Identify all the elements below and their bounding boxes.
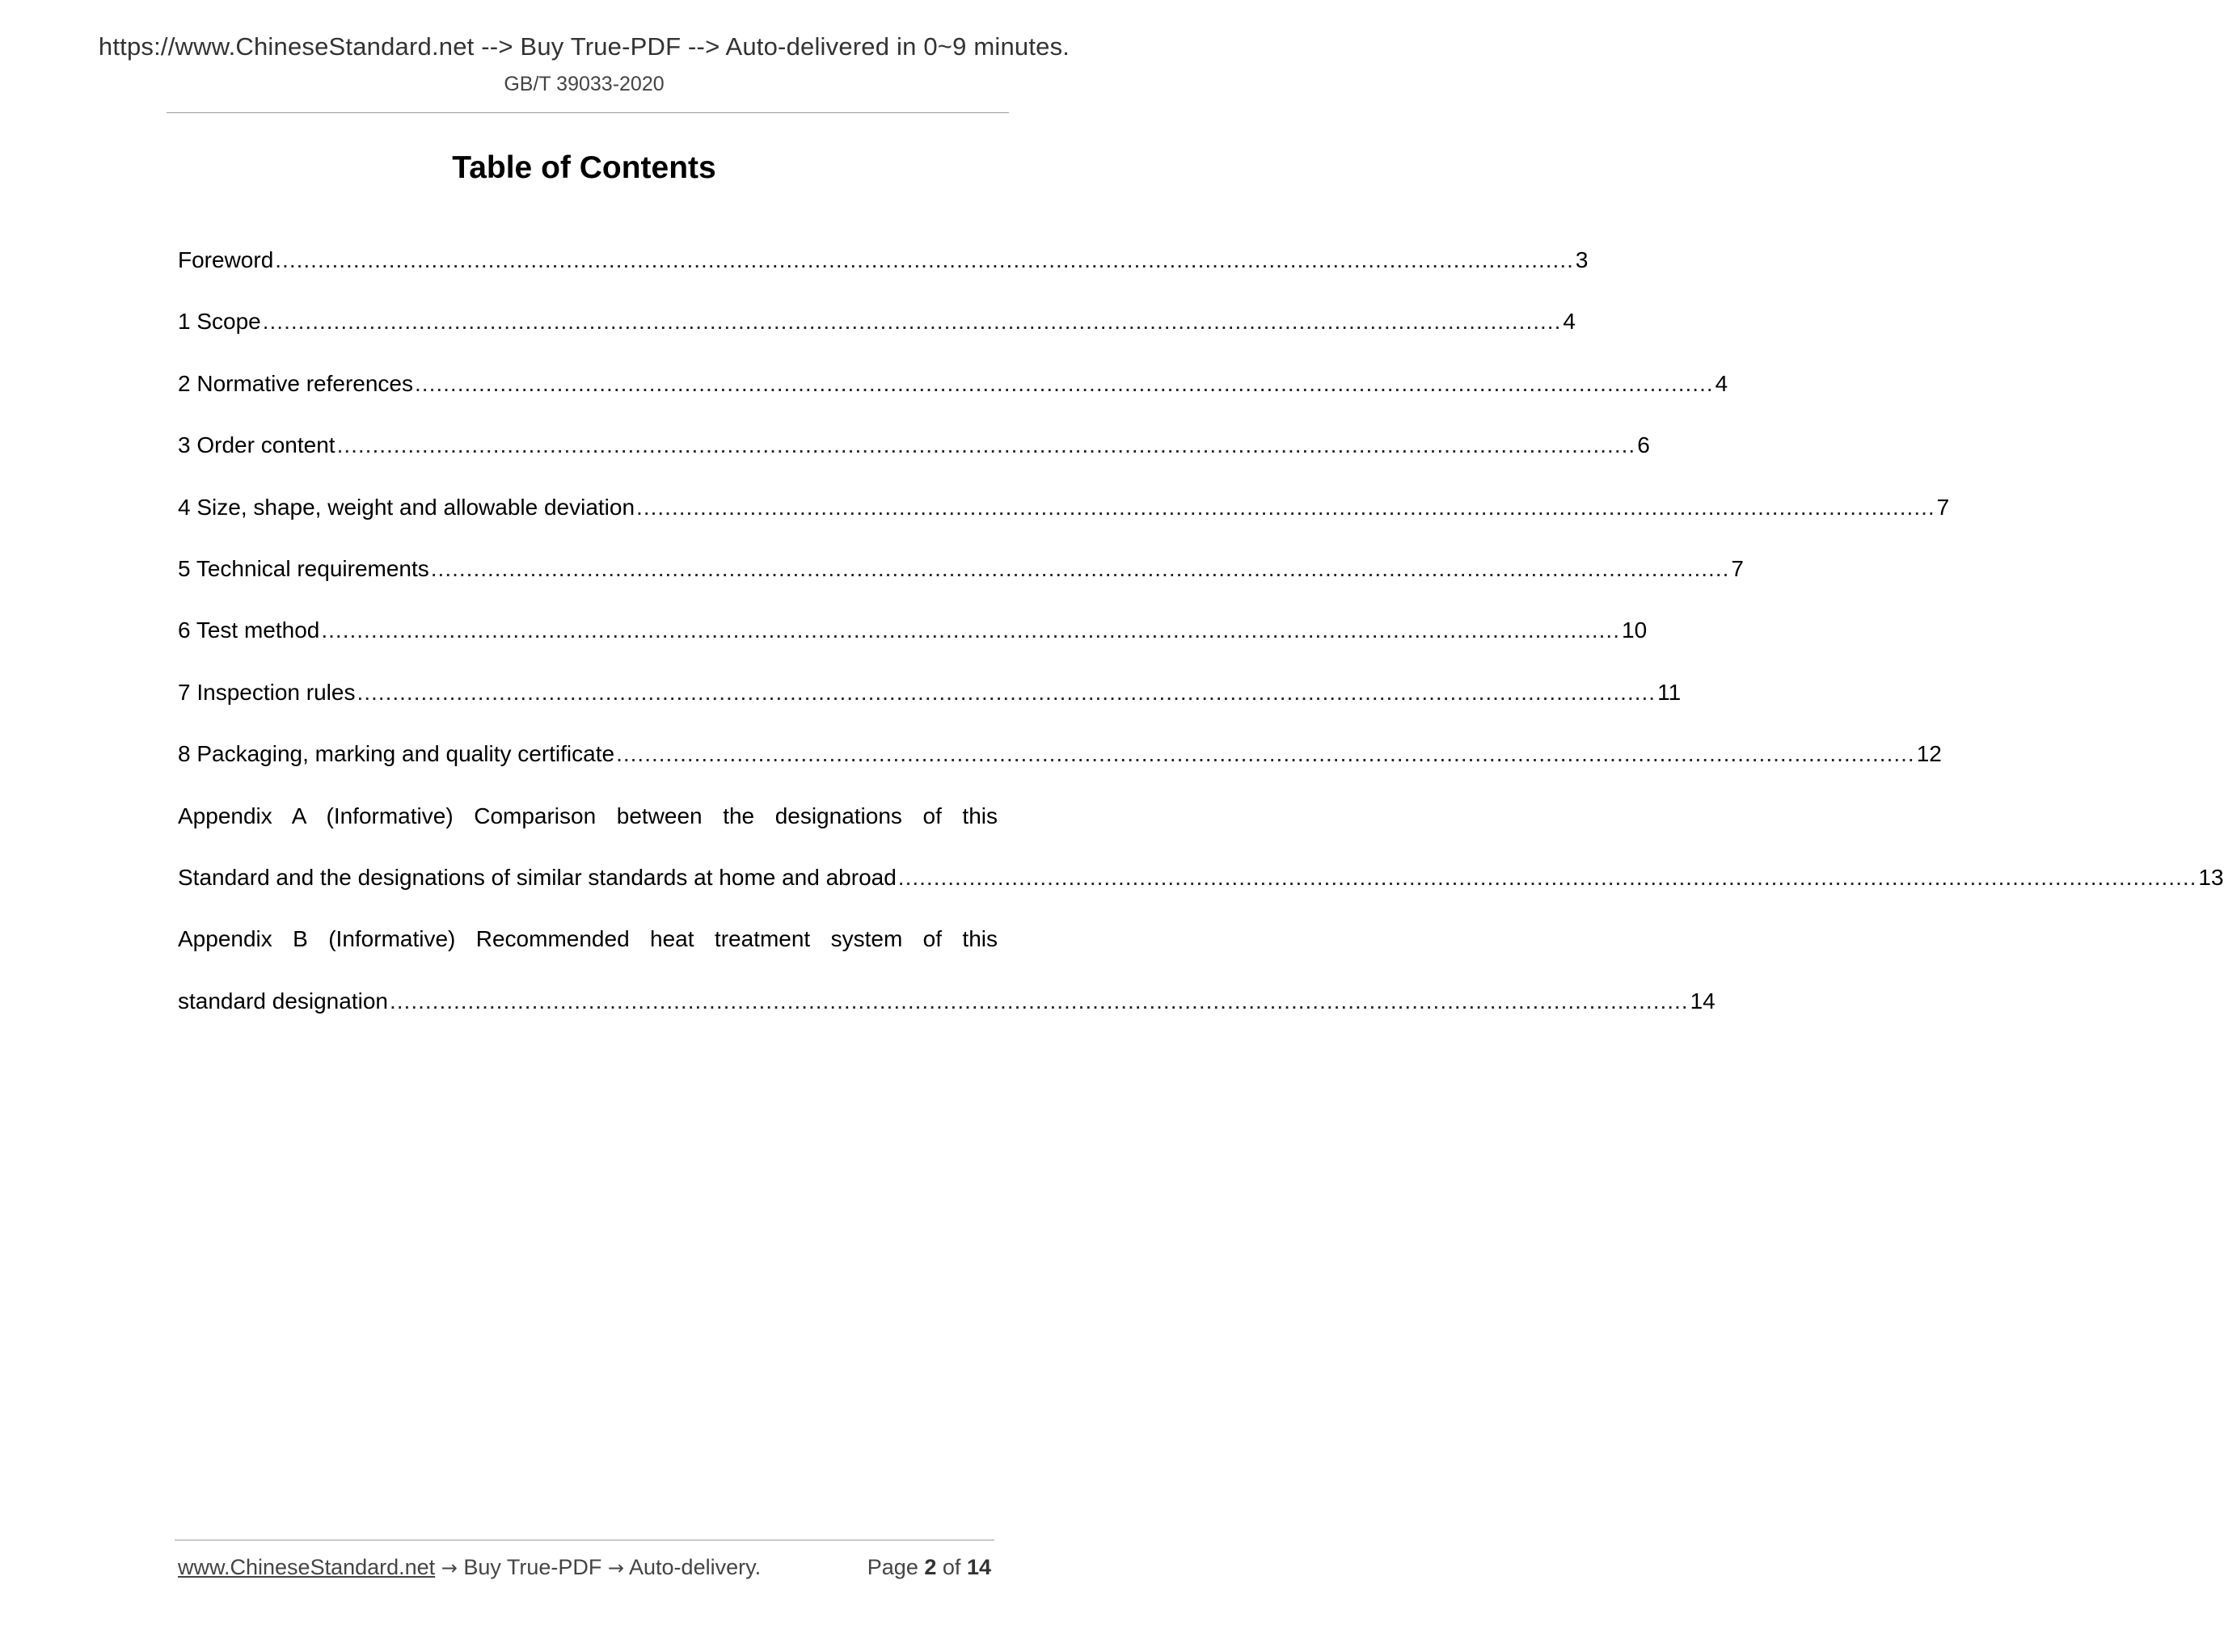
arrow-right-icon: → <box>607 1557 624 1579</box>
dot-leader: ....................................................................................................................................................................................... <box>616 741 1915 767</box>
of-word: of <box>942 1555 961 1579</box>
toc-entry-page: 4 <box>1563 309 1576 335</box>
footer-site-link[interactable]: www.ChineseStandard.net <box>178 1555 436 1579</box>
page-footer <box>178 1555 991 1580</box>
dot-leader: ....................................................................................................................................................................................... <box>897 864 2197 890</box>
toc-entry-page: 10 <box>1622 617 1648 643</box>
toc-entry-label: 8 Packaging, marking and quality certificate <box>178 741 615 767</box>
toc-entry-normative-references[interactable] <box>178 368 1728 429</box>
toc-entry-label: 7 Inspection rules <box>178 679 356 705</box>
toc-entry-label: 1 Scope <box>178 309 261 335</box>
total-page-count: 14 <box>966 1555 991 1579</box>
toc-entry-label: 6 Test method <box>178 617 320 643</box>
page-counter <box>867 1555 991 1580</box>
toc-entry-inspection-rules[interactable] <box>178 676 1682 738</box>
toc-entry-label: 4 Size, shape, weight and allowable deviation <box>178 494 635 520</box>
toc-entry-page: 14 <box>1690 988 1715 1014</box>
dot-leader: ....................................................................................................................................................................................... <box>262 309 1562 335</box>
toc-entry-label: standard designation <box>178 988 388 1014</box>
document-code: GB/T 39033-2020 <box>504 73 665 95</box>
toc-entry-appendix-b-line1[interactable]: Appendix B (Informative) Recommended heat treatment system of this <box>178 926 998 952</box>
toc-entry-page: 6 <box>1637 432 1650 458</box>
toc-entry-page: 12 <box>1916 741 1942 767</box>
dot-leader: ....................................................................................................................................................................................... <box>389 988 1689 1014</box>
footer-left <box>178 1555 761 1580</box>
toc-entry-appendix-b[interactable] <box>178 985 1715 1047</box>
arrow-right-icon: → <box>441 1557 458 1579</box>
toc-entry-page: 7 <box>1731 555 1744 581</box>
dot-leader: ....................................................................................................................................................................................... <box>636 494 1935 520</box>
toc-entry-label: 2 Normative references <box>178 370 414 396</box>
toc-entry-foreword[interactable] <box>178 244 1589 306</box>
toc-entry-appendix-a-line1[interactable]: Appendix A (Informative) Comparison between the designations of this <box>178 803 998 828</box>
toc-entry-label: 5 Technical requirements <box>178 555 429 581</box>
toc-entry-page: 11 <box>1657 679 1682 705</box>
dot-leader: ....................................................................................................................................................................................... <box>336 432 1636 458</box>
toc-entry-label: 3 Order content <box>178 432 335 458</box>
toc-entry-packaging[interactable] <box>178 738 1942 799</box>
footer-buy-text: Buy True-PDF <box>463 1555 602 1579</box>
toc-entry-size-shape[interactable] <box>178 491 1950 553</box>
dot-leader: ....................................................................................................................................................................................... <box>275 247 1574 272</box>
toc-entry-page: 3 <box>1575 247 1589 272</box>
dot-leader: ....................................................................................................................................................................................... <box>415 370 1714 396</box>
toc-entry-test-method[interactable] <box>178 614 1648 676</box>
toc-entry-label: Foreword <box>178 247 274 272</box>
dot-leader: ....................................................................................................................................................................................... <box>430 555 1730 581</box>
toc-entry-page: 7 <box>1936 494 1950 520</box>
toc-entry-technical-requirements[interactable] <box>178 553 1744 614</box>
source-banner: https://www.ChineseStandard.net --> Buy True-PDF --> Auto-delivered in 0~9 minutes. <box>98 32 1070 61</box>
page-word: Page <box>867 1555 918 1579</box>
toc-entry-label: Standard and the designations of similar standards at home and abroad <box>178 864 897 890</box>
table-of-contents <box>178 244 2224 1047</box>
toc-entry-order-content[interactable] <box>178 429 1650 491</box>
toc-entry-scope[interactable] <box>178 306 1576 367</box>
footer-delivery-text: Auto-delivery. <box>629 1555 762 1579</box>
toc-entry-appendix-a[interactable] <box>178 862 2224 923</box>
toc-title: Table of Contents <box>452 150 716 185</box>
header-divider <box>167 112 1009 113</box>
current-page-number: 2 <box>924 1555 937 1579</box>
dot-leader: ....................................................................................................................................................................................... <box>321 617 1620 643</box>
dot-leader: ....................................................................................................................................................................................... <box>357 679 1656 705</box>
toc-entry-page: 4 <box>1715 370 1728 396</box>
toc-entry-page: 13 <box>2198 864 2224 890</box>
